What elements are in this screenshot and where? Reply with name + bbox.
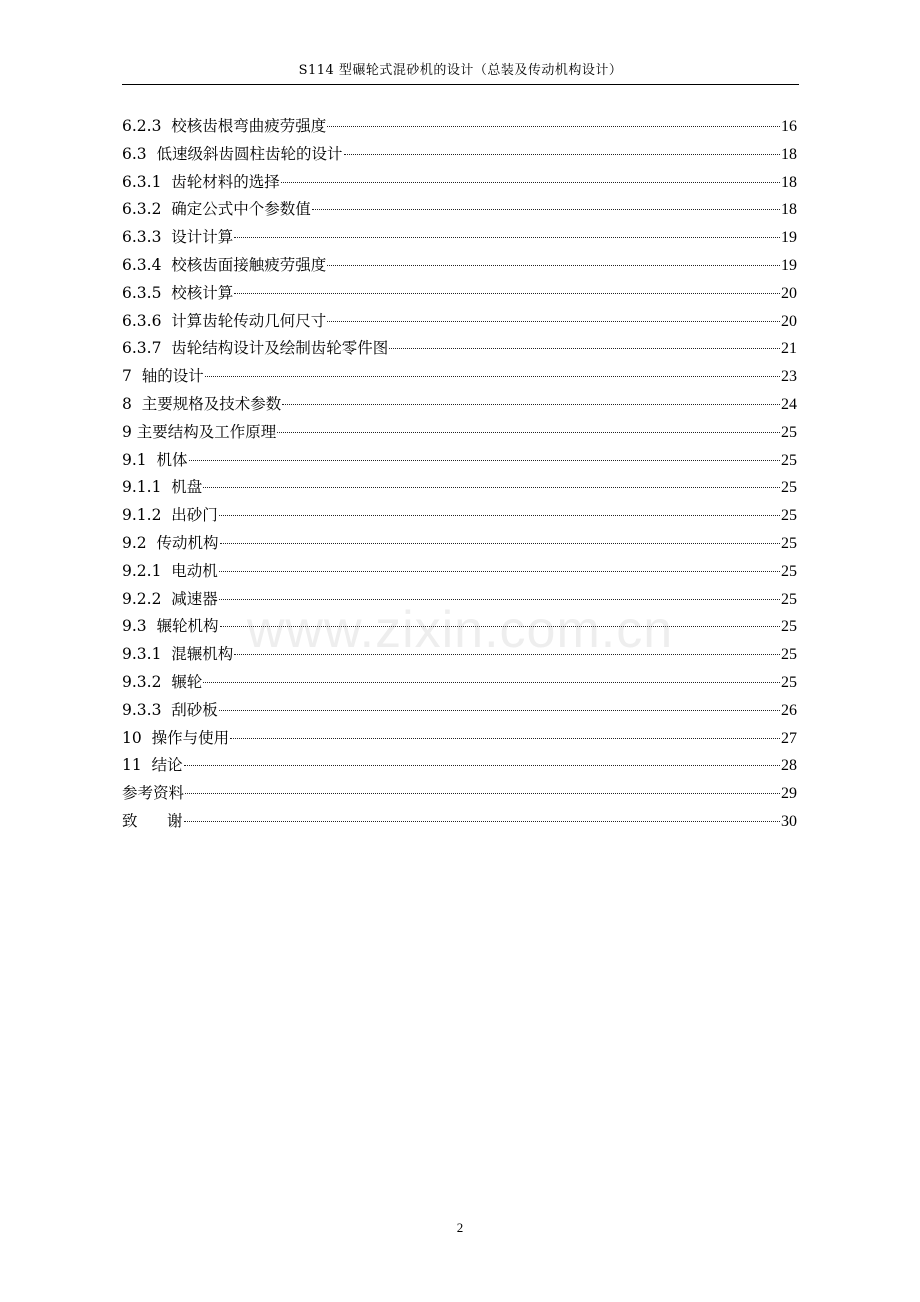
toc-entry[interactable] <box>122 141 797 169</box>
toc-entry-title: 9.3.2 辗轮 <box>122 672 203 691</box>
toc-dot-leader <box>205 376 780 377</box>
toc-entry[interactable] <box>122 697 797 725</box>
watermark: www.zixin.com.cn <box>246 601 674 659</box>
running-header: S114 型碾轮式混砂机的设计（总装及传动机构设计） <box>298 63 623 78</box>
toc-entry[interactable] <box>122 669 797 697</box>
toc-entry-page: 16 <box>781 118 797 135</box>
toc-dot-leader <box>277 432 780 433</box>
toc-entry-title: 致 谢 <box>122 811 183 830</box>
toc-dot-leader <box>234 654 780 655</box>
toc-entry-page: 24 <box>781 395 797 413</box>
toc-entry[interactable] <box>122 113 797 141</box>
toc-dot-leader <box>184 765 780 766</box>
toc-entry-title: 9.3.3 刮砂板 <box>122 700 218 719</box>
toc-dot-leader <box>344 154 780 155</box>
toc-entry-title: 9 主要结构及工作原理 <box>122 422 277 441</box>
toc-entry-title: 9.3 辗轮机构 <box>122 617 219 636</box>
toc-entry-title: 6.3.6 计算齿轮传动几何尺寸 <box>122 311 327 330</box>
toc-entry-page: 18 <box>781 173 797 191</box>
toc-entry[interactable] <box>122 363 797 391</box>
toc-dot-leader <box>230 738 780 739</box>
table-of-contents <box>122 113 797 836</box>
toc-dot-leader <box>184 821 780 822</box>
toc-entry-page: 19 <box>781 229 797 247</box>
toc-entry-title: 6.3 低速级斜齿圆柱齿轮的设计 <box>122 144 343 163</box>
toc-entry[interactable] <box>122 641 797 669</box>
toc-entry-page: 18 <box>781 145 797 163</box>
toc-entry-title: 6.3.7 齿轮结构设计及绘制齿轮零件图 <box>122 339 389 358</box>
toc-entry[interactable] <box>122 308 797 336</box>
toc-entry-title: 11 结论 <box>122 756 183 775</box>
toc-dot-leader <box>327 265 780 266</box>
toc-entry-title: 6.3.3 设计计算 <box>122 228 234 247</box>
toc-dot-leader <box>203 487 780 488</box>
toc-dot-leader <box>219 571 780 572</box>
toc-dot-leader <box>389 348 780 349</box>
toc-entry-page: 20 <box>781 312 797 330</box>
toc-entry-title: 9.2.2 减速器 <box>122 589 218 608</box>
toc-entry-page: 25 <box>781 534 797 552</box>
toc-entry[interactable] <box>122 447 797 475</box>
toc-entry[interactable] <box>122 419 797 447</box>
toc-dot-leader <box>234 237 780 238</box>
toc-entry[interactable] <box>122 224 797 252</box>
toc-entry-page: 25 <box>781 507 797 525</box>
toc-entry-title: 6.3.5 校核计算 <box>122 283 234 302</box>
header-rule <box>122 84 799 85</box>
toc-entry-title: 9.1.2 出砂门 <box>122 506 218 525</box>
toc-entry-title: 7 轴的设计 <box>122 367 204 386</box>
toc-entry-page: 18 <box>781 201 797 219</box>
toc-dot-leader <box>234 293 780 294</box>
toc-entry[interactable] <box>122 780 797 808</box>
toc-entry[interactable] <box>122 586 797 614</box>
toc-entry[interactable] <box>122 196 797 224</box>
toc-entry-title: 8 主要规格及技术参数 <box>122 394 282 413</box>
toc-dot-leader <box>220 543 780 544</box>
toc-entry[interactable] <box>122 502 797 530</box>
toc-entry-title: 9.2.1 电动机 <box>122 561 218 580</box>
toc-entry-title: 参考资料 <box>122 784 185 803</box>
toc-dot-leader <box>219 599 780 600</box>
toc-dot-leader <box>282 404 780 405</box>
toc-entry-page: 25 <box>781 618 797 636</box>
toc-entry[interactable] <box>122 530 797 558</box>
toc-entry-title: 6.3.4 校核齿面接触疲劳强度 <box>122 255 327 274</box>
toc-entry[interactable] <box>122 169 797 197</box>
toc-entry-page: 25 <box>781 479 797 497</box>
toc-dot-leader <box>219 515 780 516</box>
toc-entry-page: 20 <box>781 284 797 302</box>
toc-entry-page: 25 <box>781 562 797 580</box>
toc-entry-page: 25 <box>781 646 797 664</box>
toc-dot-leader <box>189 460 780 461</box>
toc-entry-title: 9.1.1 机盘 <box>122 478 203 497</box>
toc-dot-leader <box>220 626 780 627</box>
toc-dot-leader <box>185 793 780 794</box>
toc-entry[interactable] <box>122 280 797 308</box>
toc-entry-page: 25 <box>781 590 797 608</box>
toc-entry[interactable] <box>122 474 797 502</box>
toc-entry-title: 6.3.2 确定公式中个参数值 <box>122 200 311 219</box>
toc-dot-leader <box>327 321 780 322</box>
toc-entry-page: 29 <box>781 785 797 803</box>
toc-dot-leader <box>203 682 780 683</box>
toc-entry[interactable] <box>122 752 797 780</box>
toc-dot-leader <box>327 126 780 127</box>
toc-entry-page: 19 <box>781 256 797 274</box>
toc-entry[interactable] <box>122 391 797 419</box>
toc-dot-leader <box>312 209 780 210</box>
toc-entry-page: 27 <box>781 729 797 747</box>
toc-entry-page: 25 <box>781 451 797 469</box>
toc-dot-leader <box>219 710 780 711</box>
toc-entry-title: 9.3.1 混辗机构 <box>122 645 234 664</box>
page-number: 2 <box>456 1220 464 1235</box>
toc-entry-page: 28 <box>781 757 797 775</box>
toc-entry[interactable] <box>122 613 797 641</box>
toc-entry-title: 6.2.3 校核齿根弯曲疲劳强度 <box>122 117 327 135</box>
toc-entry-page: 26 <box>781 701 797 719</box>
toc-entry-title: 6.3.1 齿轮材料的选择 <box>122 172 280 191</box>
toc-entry[interactable] <box>122 252 797 280</box>
toc-entry-page: 30 <box>781 812 797 830</box>
toc-entry-page: 23 <box>781 368 797 386</box>
toc-entry-title: 9.1 机体 <box>122 450 188 469</box>
toc-dot-leader <box>281 182 780 183</box>
toc-entry[interactable] <box>122 558 797 586</box>
toc-entry-page: 21 <box>781 340 797 358</box>
toc-entry-page: 25 <box>781 423 797 441</box>
toc-entry[interactable] <box>122 808 797 836</box>
toc-entry[interactable] <box>122 335 797 363</box>
toc-entry-title: 10 操作与使用 <box>122 728 230 747</box>
toc-entry-title: 9.2 传动机构 <box>122 533 219 552</box>
toc-entry-page: 25 <box>781 673 797 691</box>
toc-entry[interactable] <box>122 725 797 753</box>
